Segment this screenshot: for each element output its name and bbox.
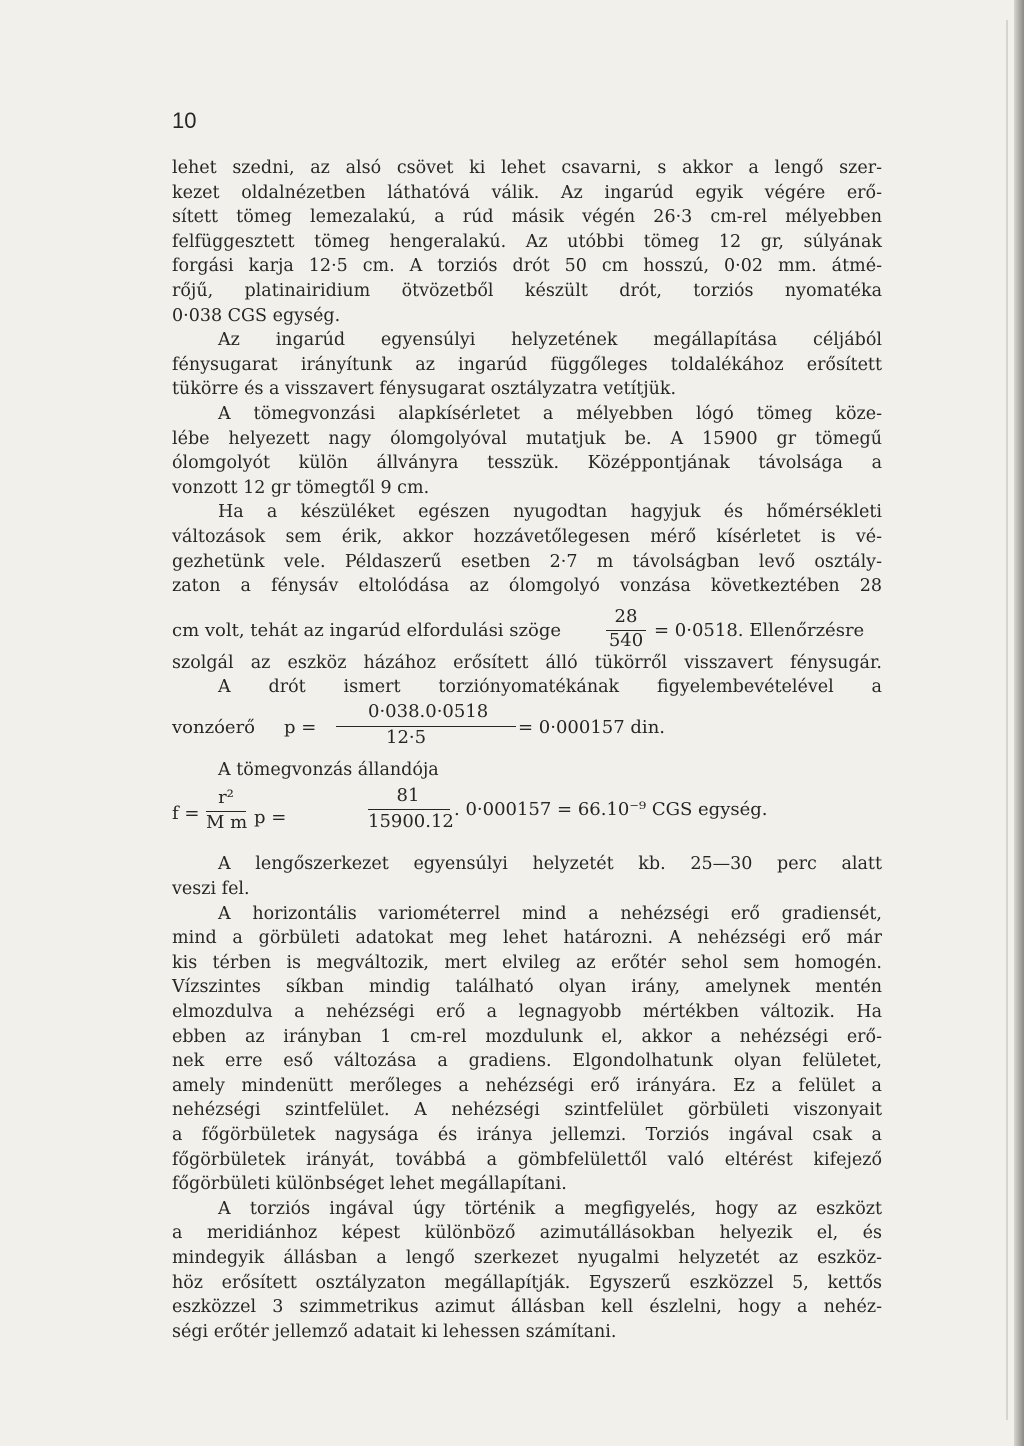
text-line: Ha a készüléket egészen nyugodtan hagyjuk és hőmérsékleti	[218, 502, 882, 523]
text-line: szolgál az eszköz házához erősített álló tükörről visszavert fénysugár.	[172, 652, 882, 673]
text-line: A tömegvonzási alapkísérletet a mélyebben lógó tömeg köze-	[218, 403, 882, 424]
formula-numerator: 0·038.0·0518	[368, 700, 489, 722]
text-line: gezhetünk vele. Példaszerű esetben 2·7 m távolságban levő osztály-	[172, 551, 882, 572]
text-line: nehézségi szintfelület. A nehézségi szintfelület görbületi viszonyait	[172, 1100, 882, 1121]
text-line: kezet oldalnézetben láthatóvá válik. Az ingarúd egyik végére erő-	[172, 182, 882, 203]
formula-constant	[172, 782, 882, 838]
text-line: A horizontális variométerrel mind a nehézségi erő gradiensét,	[218, 903, 882, 924]
formula-denominator: M m	[206, 812, 248, 834]
text-line: veszi fel.	[172, 879, 250, 900]
page-number: 10	[172, 108, 197, 133]
text-line: kis térben is megváltozik, mert elvileg az erőtér sehol sem homogén.	[172, 952, 882, 973]
text-line: elmozdulva a nehézségi erő a legnagyobb mértékben változik. Ha	[172, 1002, 882, 1023]
formula-label: vonzóerő	[172, 716, 256, 738]
formula-denominator: 15900.12	[368, 811, 454, 833]
text-line: sített tömeg lemezalakú, a rúd másik végén 26·3 cm-rel mélyebben	[172, 207, 882, 228]
text-line: A tömegvonzás állandója	[218, 759, 439, 780]
formula-denominator: 12·5	[386, 726, 427, 748]
text-line: forgási karja 12·5 cm. A torziós drót 50 cm hosszú, 0·02 mm. átmé-	[172, 256, 882, 277]
text-line: mind a görbületi adatokat meg lehet határozni. A nehézségi erő már	[172, 928, 882, 949]
body-text	[172, 156, 882, 1344]
text-line: ebben az irányban 1 cm-rel mozdulunk el, akkor a nehézségi erő-	[172, 1026, 882, 1047]
text-line: felfüggesztett tömeg hengeralakú. Az utóbbi tömeg 12 gr, súlyának	[172, 231, 882, 252]
formula-text: p =	[284, 716, 317, 738]
formula-text: = 0·0518. Ellenőrzésre	[654, 619, 865, 641]
text-line: 0·038 CGS egység.	[172, 305, 341, 326]
text-line: fénysugarat irányítunk az ingarúd függőleges toldalékához erősített	[172, 354, 882, 375]
text-line: A torziós ingával úgy történik a megfigyelés, hogy az eszközt	[218, 1198, 882, 1219]
text-line: ólomgolyót külön állványra tesszük. Középpontjának távolsága a	[172, 453, 882, 474]
formula-text: = 0·000157 din.	[518, 716, 666, 738]
text-line: tükörre és a visszavert fénysugarat osztályzatra vetítjük.	[172, 379, 677, 400]
formula-text: cm volt, tehát az ingarúd elfordulási szöge	[172, 619, 562, 641]
text-line: vonzott 12 gr tömegtől 9 cm.	[172, 477, 430, 498]
formula-numerator: 28	[614, 605, 638, 627]
formula-text: f =	[172, 803, 200, 825]
text-line: nek erre eső változása a gradiens. Elgondolhatunk olyan felületet,	[172, 1051, 882, 1072]
text-line: amely mindenütt merőleges a nehézségi erő irányára. Ez a felület a	[172, 1075, 882, 1096]
text-line: mindegyik állásban a lengő szerkezet nyugalmi helyzetét az eszköz-	[172, 1247, 882, 1268]
text-line: höz erősített osztályzaton megállapítják. Egyszerű eszközzel 5, kettős	[172, 1272, 882, 1293]
text-line: A drót ismert torziónyomatékának figyelembevételével a	[218, 677, 882, 698]
formula-force	[172, 700, 882, 748]
text-line: változások sem érik, akkor hozzávetőlegesen mérő kísérletet is vé-	[172, 526, 882, 547]
text-line: zaton a fénysáv eltolódása az ólomgolyó vonzása következtében 28	[172, 576, 882, 597]
text-line: A lengőszerkezet egyensúlyi helyzetét kb. 25—30 perc alatt	[218, 854, 882, 875]
text-line: Az ingarúd egyensúlyi helyzetének megállapítása céljából	[218, 330, 882, 351]
formula-angle	[172, 599, 882, 651]
text-line: rőjű, platinairidium ötvözetből készült drót, torziós nyomatéka	[172, 280, 882, 301]
formula-numerator: 81	[396, 785, 420, 807]
page-edge-line	[1006, 20, 1008, 1420]
text-line: főgörbületek irányát, továbbá a gömbfelülettől való eltérést kifejező	[172, 1149, 882, 1170]
text-line: lébe helyezett nagy ólomgolyóval mutatjuk be. A 15900 gr tömegű	[172, 428, 882, 449]
page-edge-shadow	[1014, 0, 1024, 1446]
formula-text: p =	[254, 807, 287, 829]
text-line: lehet szedni, az alsó csövet ki lehet csavarni, s akkor a lengő szer-	[172, 158, 882, 178]
text-line: Vízszintes síkban mindig található olyan irány, amelynek mentén	[172, 977, 882, 998]
formula-text: . 0·000157 = 66.10⁻⁹ CGS egység.	[454, 799, 768, 821]
text-line: főgörbületi különbséget lehet megállapítani.	[172, 1174, 567, 1195]
text-line: ségi erőtér jellemző adatait ki lehessen számítani.	[172, 1321, 617, 1342]
text-line: a főgörbületek nagysága és iránya jellemzi. Torziós ingával csak a	[172, 1125, 882, 1145]
text-line: eszközzel 3 szimmetrikus azimut állásban kell észlelni, hogy a nehéz-	[172, 1297, 882, 1318]
formula-numerator: r²	[218, 787, 234, 809]
text-line: a meridiánhoz képest különböző azimutállásokban helyezik el, és	[172, 1223, 882, 1244]
formula-denominator: 540	[608, 629, 644, 651]
